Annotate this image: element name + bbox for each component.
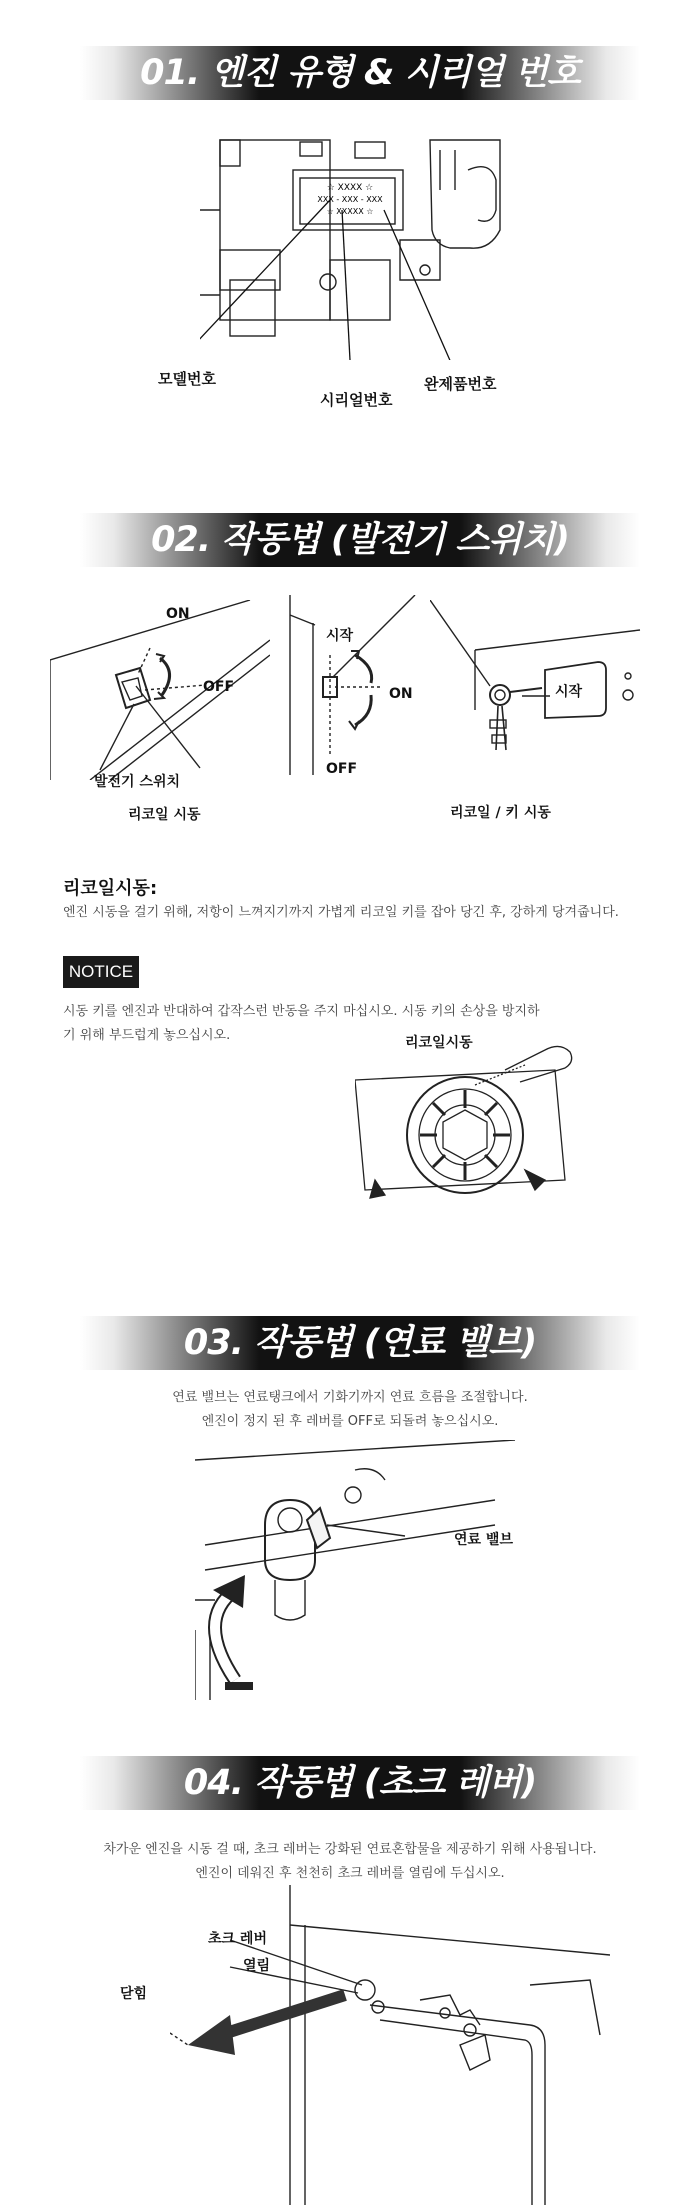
fuel-valve-text-line-2: 엔진이 정지 된 후 레버를 OFF로 되돌려 놓으십시오. <box>201 1414 499 1429</box>
start-label-2: 시작 <box>555 684 583 700</box>
notice-text-line-2: 기 위해 부드럽게 놓으십시오. <box>63 1028 231 1043</box>
recoil-start-description: 엔진 시동을 걸기 위해, 저항이 느껴지기까지 가볍게 리코일 키를 잡아 당긴 후, 강하게 당겨줍니다. <box>63 905 619 920</box>
section-title: 작동법 (연료 밸브) <box>254 1323 537 1363</box>
choke-text-line-2: 엔진이 데워진 후 천천히 초크 레버를 열림에 두십시오. <box>195 1866 505 1881</box>
section-banner-2 <box>80 513 640 567</box>
plate-line-1: ☆ XXXX ☆ <box>326 183 374 193</box>
on-label-2: ON <box>389 686 413 702</box>
notice-badge: NOTICE <box>63 956 139 988</box>
section-banner-4 <box>80 1756 640 1810</box>
section-title: 작동법 (초크 레버) <box>254 1763 537 1803</box>
fuel-valve-label: 연료 밸브 <box>454 1532 513 1548</box>
notice-text-line-1: 시동 키를 엔진과 반대하여 갑작스런 반동을 주지 마십시오. 시동 키의 손상을 방지하 <box>63 1004 540 1019</box>
model-number-label: 모델번호 <box>158 370 216 388</box>
start-label-1: 시작 <box>326 628 354 644</box>
off-label-1: OFF <box>203 679 235 695</box>
section-title: 작동법 (발전기 스위치) <box>221 520 569 560</box>
section-number: 04. <box>183 1763 243 1803</box>
product-number-label: 완제품번호 <box>424 375 497 393</box>
section-banner-1 <box>80 46 640 100</box>
choke-closed-label: 닫힘 <box>120 1986 148 2002</box>
section-banner-3 <box>80 1316 640 1370</box>
key-start-diagram <box>430 600 660 770</box>
engine-plate-diagram <box>200 130 510 360</box>
section-number: 03. <box>183 1323 243 1363</box>
section-title: 엔진 유형 & 시리얼 번호 <box>210 53 580 93</box>
on-label-1: ON <box>166 606 190 622</box>
fuel-valve-diagram <box>195 1440 525 1700</box>
recoil-starter-illustration <box>355 1030 585 1215</box>
off-label-2: OFF <box>326 761 358 777</box>
choke-text-line-1: 차가운 엔진을 시동 걸 때, 초크 레버는 강화된 연료혼합물을 제공하기 위해 사용됩니다. <box>103 1842 597 1857</box>
serial-number-label: 시리얼번호 <box>320 391 393 409</box>
choke-lever-label: 초크 레버 <box>208 1931 267 1947</box>
generator-switch-label: 발전기 스위치 <box>94 774 181 790</box>
plate-line-3: ☆ XXXXX ☆ <box>326 207 374 216</box>
recoil-start-subtitle: 리코일시동: <box>63 878 158 899</box>
generator-switch-diagram <box>50 600 270 780</box>
plate-line-2: XXX - XXX - XXX <box>317 195 383 204</box>
choke-open-label: 열림 <box>243 1958 271 1974</box>
recoil-start-label: 리코일 시동 <box>128 807 201 823</box>
recoil-key-start-label: 리코일 / 키 시동 <box>450 805 551 821</box>
recoil-illustration-label: 리코일시동 <box>405 1035 473 1051</box>
fuel-valve-text-line-1: 연료 밸브는 연료탱크에서 기화기까지 연료 흐름을 조절합니다. <box>172 1390 528 1405</box>
section-number: 02. <box>151 520 211 560</box>
section-number: 01. <box>140 53 200 93</box>
